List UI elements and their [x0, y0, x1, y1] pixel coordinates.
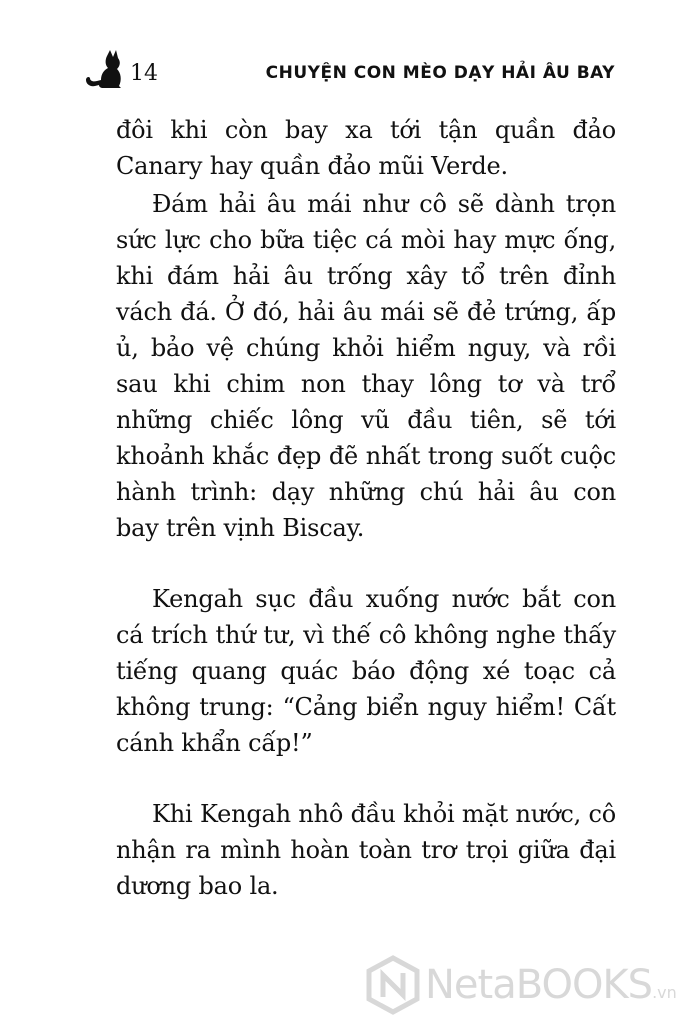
cat-icon: [85, 50, 129, 90]
paragraph-4: Khi Kengah nhô đầu khỏi mặt nước, cô nhận ra mình hoàn toàn trơ trọi giữa đại dương bao la.: [116, 800, 616, 900]
page-header: [85, 50, 615, 90]
paragraph-2: Đám hải âu mái như cô sẽ dành trọn sức lực cho bữa tiệc cá mòi hay mực ống, khi đám hải âu trống xây tổ trên đỉnh vách đá. Ở đó, hải âu mái sẽ đẻ trứng, ấp ủ, bảo vệ chúng khỏi hiểm nguy, và rồi sau khi chim non thay lông tơ và trổ những chiếc lông vũ đầu tiên, sẽ tới khoảnh khắc đẹp đẽ nhất trong suốt cuộc hành trình: dạy những chú hải âu con bay trên vịnh Biscay.: [116, 190, 616, 542]
watermark-suffix: .vn: [652, 983, 677, 1002]
netabooks-logo-icon: [365, 955, 421, 1015]
paragraph-1: đôi khi còn bay xa tới tận quần đảo Canary hay quần đảo mũi Verde.: [116, 116, 616, 180]
watermark: [365, 955, 685, 1015]
paragraph-3: Kengah sục đầu xuống nước bắt con cá trích thứ tư, vì thế cô không nghe thấy tiếng quang quác báo động xé toạc cả không trung: “Cảng biển nguy hiểm! Cất cánh khẩn cấp!”: [116, 585, 616, 757]
body-text: [116, 112, 616, 904]
watermark-brand: NetaBOOKS: [425, 962, 653, 1008]
page-number: 14: [130, 61, 158, 86]
watermark-text: [425, 963, 677, 1015]
running-title: CHUYỆN CON MÈO DẠY HẢI ÂU BAY: [265, 63, 615, 83]
